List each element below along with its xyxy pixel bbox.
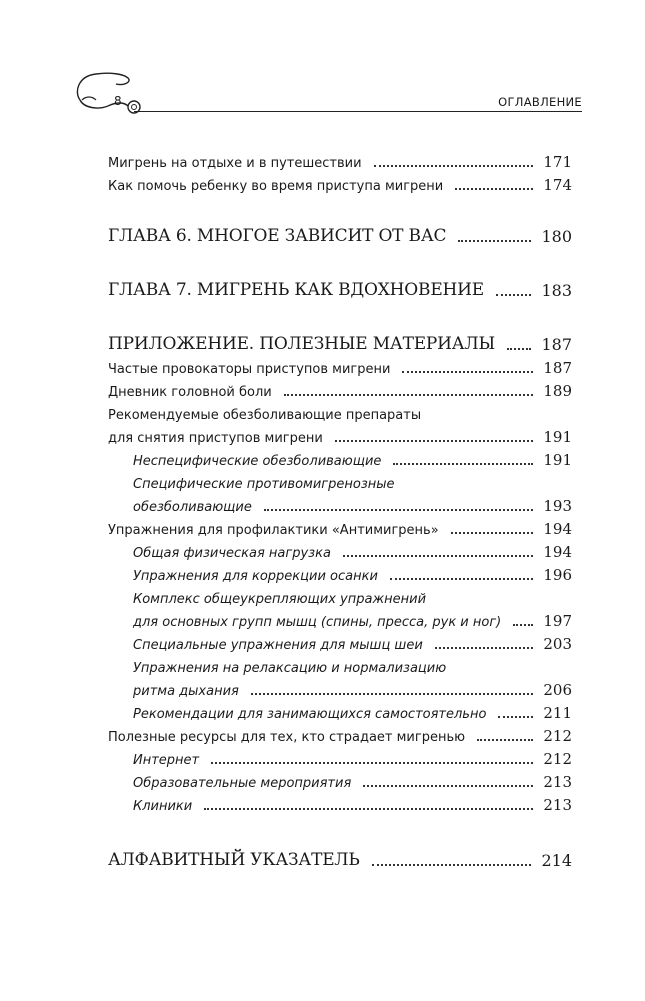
toc-chapter-title: АЛФАВИТНЫЙ УКАЗАТЕЛЬ bbox=[108, 850, 360, 870]
dot-leader bbox=[251, 693, 533, 695]
toc-entry-title: Рекомендуемые обезболивающие препараты bbox=[108, 408, 422, 423]
dot-leader bbox=[372, 864, 532, 866]
dot-leader bbox=[211, 762, 533, 764]
toc-subentry bbox=[108, 584, 572, 630]
toc-entry bbox=[108, 722, 572, 745]
toc-entry-title-cont: для снятия приступов мигрени bbox=[108, 431, 323, 446]
toc-chapter-page: 180 bbox=[541, 227, 572, 246]
toc-subentry-page: 206 bbox=[543, 681, 572, 699]
toc-subentry-title: Упражнения для коррекции осанки bbox=[133, 569, 378, 584]
dot-leader bbox=[498, 716, 533, 718]
toc-subentry-title: Общая физическая нагрузка bbox=[133, 546, 331, 561]
toc-subentry bbox=[108, 745, 572, 768]
toc-subentry-page: 213 bbox=[543, 773, 572, 791]
dot-leader bbox=[507, 348, 531, 350]
toc-subentry-page: 197 bbox=[543, 612, 572, 630]
toc-subentry bbox=[108, 653, 572, 699]
toc-chapter-title: ГЛАВА 6. МНОГОЕ ЗАВИСИТ ОТ ВАС bbox=[108, 226, 447, 246]
toc-subentry-title-cont: для основных групп мышц (спины, пресса, рук и ног) bbox=[133, 615, 502, 630]
toc-entry-page: 191 bbox=[543, 428, 572, 446]
toc-subentry-title: Рекомендации для занимающихся самостоятельно bbox=[133, 707, 487, 722]
toc-entry-page: 187 bbox=[543, 359, 572, 377]
toc-chapter bbox=[108, 844, 572, 870]
toc-chapter-page: 187 bbox=[541, 335, 572, 354]
toc-entry-title: Как помочь ребенку во время приступа мигрени bbox=[108, 179, 444, 194]
toc-subentry-page: 212 bbox=[543, 750, 572, 768]
dot-leader bbox=[477, 739, 533, 741]
toc-chapter-page: 214 bbox=[541, 851, 572, 870]
toc-entry-title: Частые провокаторы приступов мигрени bbox=[108, 362, 391, 377]
toc-subentry-title: Неспецифические обезболивающие bbox=[133, 454, 382, 469]
toc-entry bbox=[108, 377, 572, 400]
toc-subentry-page: 193 bbox=[543, 497, 572, 515]
toc-subentry bbox=[108, 630, 572, 653]
table-of-contents bbox=[108, 148, 572, 870]
toc-entry-page: 171 bbox=[543, 153, 572, 171]
toc-subentry-page: 196 bbox=[543, 566, 572, 584]
dot-leader bbox=[393, 463, 533, 465]
dot-leader bbox=[451, 532, 534, 534]
dot-leader bbox=[363, 785, 533, 787]
toc-subentry-title: Интернет bbox=[133, 753, 200, 768]
dot-leader bbox=[402, 371, 533, 373]
toc-subentry-title-cont: обезболивающие bbox=[133, 500, 252, 515]
toc-subentry-title: Упражнения на релаксацию и нормализацию bbox=[133, 661, 447, 676]
toc-subentry-page: 194 bbox=[543, 543, 572, 561]
dot-leader bbox=[204, 808, 533, 810]
dot-leader bbox=[458, 240, 531, 242]
toc-entry bbox=[108, 354, 572, 377]
dot-leader bbox=[335, 440, 534, 442]
toc-entry-page: 212 bbox=[543, 727, 572, 745]
dot-leader bbox=[264, 509, 533, 511]
toc-entry-title: Мигрень на отдыхе и в путешествии bbox=[108, 156, 362, 171]
dot-leader bbox=[374, 165, 534, 167]
toc-subentry-title: Образовательные мероприятия bbox=[133, 776, 352, 791]
toc-subentry-title: Клиники bbox=[133, 799, 193, 814]
toc-subentry bbox=[108, 699, 572, 722]
toc-subentry-page: 213 bbox=[543, 796, 572, 814]
toc-subentry-title-cont: ритма дыхания bbox=[133, 684, 239, 699]
toc-chapter-title: ПРИЛОЖЕНИЕ. ПОЛЕЗНЫЕ МАТЕРИАЛЫ bbox=[108, 334, 495, 354]
toc-entry bbox=[108, 515, 572, 538]
toc-subentry-title: Специальные упражнения для мышц шеи bbox=[133, 638, 423, 653]
header-rule bbox=[134, 111, 582, 112]
section-title: ОГЛАВЛЕНИЕ bbox=[498, 95, 582, 109]
toc-entry bbox=[108, 400, 572, 446]
toc-subentry bbox=[108, 538, 572, 561]
toc-entry-title: Полезные ресурсы для тех, кто страдает мигренью bbox=[108, 730, 466, 745]
dot-leader bbox=[435, 647, 534, 649]
toc-subentry bbox=[108, 768, 572, 791]
toc-subentry-page: 211 bbox=[543, 704, 572, 722]
toc-subentry-page: 191 bbox=[543, 451, 572, 469]
toc-subentry bbox=[108, 446, 572, 469]
dot-leader bbox=[513, 624, 533, 626]
toc-entry bbox=[108, 148, 572, 171]
toc-entry-page: 194 bbox=[543, 520, 572, 538]
toc-subentry-title: Комплекс общеукрепляющих упражнений bbox=[133, 592, 427, 607]
toc-chapter bbox=[108, 220, 572, 246]
running-header bbox=[72, 66, 582, 120]
toc-chapter-page: 183 bbox=[541, 281, 572, 300]
toc-subentry-title: Специфические противомигренозные bbox=[133, 477, 395, 492]
toc-subentry bbox=[108, 469, 572, 515]
dot-leader bbox=[390, 578, 533, 580]
toc-chapter bbox=[108, 328, 572, 354]
toc-entry-page: 189 bbox=[543, 382, 572, 400]
dot-leader bbox=[284, 394, 534, 396]
dot-leader bbox=[343, 555, 533, 557]
toc-chapter bbox=[108, 274, 572, 300]
toc-subentry bbox=[108, 561, 572, 584]
toc-entry bbox=[108, 171, 572, 194]
toc-subentry bbox=[108, 791, 572, 814]
toc-entry-page: 174 bbox=[543, 176, 572, 194]
toc-subentry-page: 203 bbox=[543, 635, 572, 653]
dot-leader bbox=[496, 294, 531, 296]
page-number: 8 bbox=[114, 94, 122, 108]
toc-entry-title: Дневник головной боли bbox=[108, 385, 272, 400]
toc-chapter-title: ГЛАВА 7. МИГРЕНЬ КАК ВДОХНОВЕНИЕ bbox=[108, 280, 485, 300]
dot-leader bbox=[455, 188, 533, 190]
toc-entry-title: Упражнения для профилактики «Антимигрень» bbox=[108, 523, 439, 538]
